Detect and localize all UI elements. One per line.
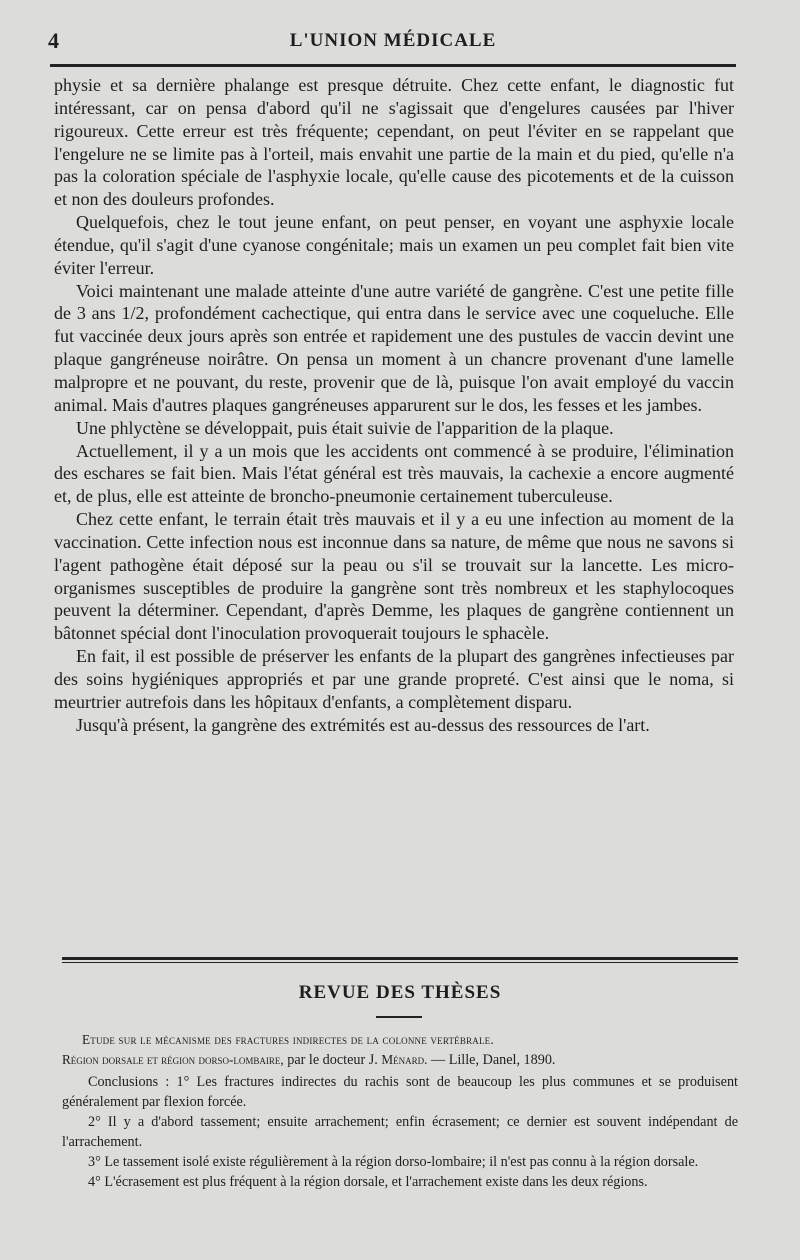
thesis-author: Ménard. bbox=[381, 1052, 428, 1067]
conclusion-item: 4° L'écrasement est plus fréquent à la région dorsale, et l'arrachement existe dans les deux régions. bbox=[88, 1174, 648, 1190]
section-title: REVUE DES THÈSES bbox=[298, 982, 502, 1003]
conclusion-item: 2° Il y a d'abord tassement; ensuite arrachement; enfin écrasement; ce dernier est souvent indépendant de l'arrachement. bbox=[62, 1114, 738, 1150]
thesis-region: Région dorsale et région dorso-lombaire, bbox=[62, 1052, 284, 1067]
thesis-review bbox=[62, 1030, 738, 1192]
paragraph: Actuellement, il y a un mois que les accidents ont commencé à se produire, l'élimination des eschares se fait bien. Mais l'état général est très mauvais, la cachexie a encore augmenté et, de plus, elle est atteinte de broncho-pneumonie certainement tuberculeuse. bbox=[54, 440, 734, 507]
running-title: L'UNION MÉDICALE bbox=[289, 30, 497, 51]
paragraph: Quelquefois, chez le tout jeune enfant, on peut penser, en voyant une asphyxie locale étendue, qu'il s'agit d'une cyanose congénitale; mais un examen un peu complet fait bien vite éviter l'erreur. bbox=[54, 212, 734, 278]
page-header bbox=[48, 28, 738, 58]
section-divider-thin bbox=[62, 962, 738, 963]
paragraph: Jusqu'à présent, la gangrène des extrémités est au-dessus des ressources de l'art. bbox=[76, 714, 650, 735]
page-number: 4 bbox=[48, 28, 59, 53]
conclusion-item: Conclusions : 1° Les fractures indirectes du rachis sont de beaucoup les plus communes et se produisent généralement par flexion forcée. bbox=[62, 1074, 738, 1110]
conclusion-item: 3° Le tassement isolé existe régulièrement à la région dorso-lombaire; il n'est pas connu à la région dorsale. bbox=[88, 1154, 699, 1170]
section-divider bbox=[62, 957, 738, 960]
thesis-reference bbox=[62, 1050, 738, 1070]
thesis-author-prefix: par le docteur J. bbox=[283, 1052, 382, 1068]
paragraph: physie et sa dernière phalange est presque détruite. Chez cette enfant, le diagnostic fut intéressant, car on pensa d'abord qu'il ne s'agissait que d'engelures causées par l'hiver rigoureux. Cette erreur est très fréquente; cependant, on peut l'éviter en se rappelant que l'engelure ne se limite pas à l'orteil, mais envahit une partie de la main et du pied, qu'elle n'a pas la coloration spéciale de l'asphyxie locale, qu'elle cause des picotements et de la cuisson et non des douleurs profondes. bbox=[54, 75, 734, 210]
section-title-underline bbox=[376, 1016, 422, 1018]
paragraph: Voici maintenant une malade atteinte d'une autre variété de gangrène. C'est une petite fille de 3 ans 1/2, profondément cachectique, qui entra dans le service avec une coqueluche. Elle fut vaccinée deux jours après son entrée et rapidement une des pustules de vaccin devint une plaque gangréneuse noirâtre. On pensa un moment à un chancre provenant d'une lamelle malpropre et ne pouvant, du reste, provenir que de là, puisque l'on avait employé du vaccin animal. Mais d'autres plaques gangréneuses apparurent sur le dos, les fesses et les jambes. bbox=[54, 280, 734, 415]
paragraph: Une phlyctène se développait, puis était suivie de l'apparition de la plaque. bbox=[76, 417, 614, 438]
article-body bbox=[54, 74, 734, 736]
thesis-publisher: — Lille, Danel, 1890. bbox=[427, 1052, 556, 1068]
paragraph: Chez cette enfant, le terrain était très mauvais et il y a eu une infection au moment de la vaccination. Cette infection nous est inconnue dans sa nature, de même que nous ne savons si l'agent pathogène était déposé sur la peau ou s'il se trouvait sur la lancette. Les micro-organismes susceptibles de produire la gangrène sont très nombreux et les staphylocoques peuvent la déterminer. Cependant, d'après Demme, les plaques de gangrène contiennent un bâtonnet spécial dont l'inoculation provoquerait toujours le sphacèle. bbox=[54, 509, 734, 644]
paragraph: En fait, il est possible de préserver les enfants de la plupart des gangrènes infectieuses par des soins hygiéniques appropriés et par une grande propreté. C'est ainsi que le noma, si meurtrier autrefois dans les hôpitaux d'enfants, a complètement disparu. bbox=[54, 646, 734, 712]
header-rule bbox=[50, 64, 736, 67]
thesis-title: Etude sur le mécanisme des fractures indirectes de la colonne vertébrale. bbox=[82, 1032, 494, 1047]
